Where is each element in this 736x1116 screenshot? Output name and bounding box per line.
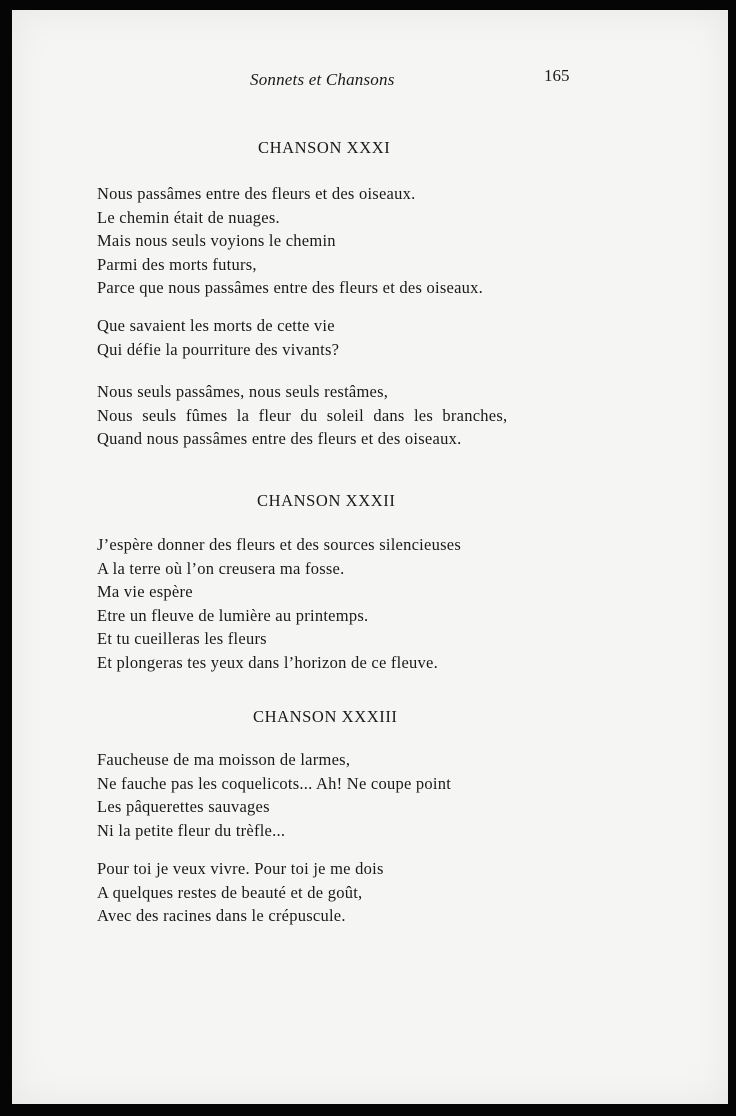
poem-title-xxxi: CHANSON XXXI: [258, 138, 391, 157]
verse-line: Que savaient les morts de cette vie: [97, 316, 335, 335]
poem-xxxii-stanza-1: [97, 533, 461, 675]
poem-title-xxxii: CHANSON XXXII: [257, 491, 396, 510]
verse-line: A quelques restes de beauté et de goût,: [97, 882, 363, 902]
verse-line: Nous passâmes entre des fleurs et des oiseaux.: [97, 184, 416, 203]
verse-line: Nous seuls fûmes la fleur du soleil dans les branches,: [97, 405, 508, 425]
verse-line: Quand nous passâmes entre des fleurs et des oiseaux.: [97, 429, 462, 449]
verse-line: Et plongeras tes yeux dans l’horizon de ce fleuve.: [97, 652, 439, 672]
poem-title-xxxiii: CHANSON XXXIII: [253, 707, 398, 726]
verse-line: J’espère donner des fleurs et des sources silencieuses: [97, 535, 462, 554]
verse-line: Le chemin était de nuages.: [97, 207, 280, 227]
book-page: [12, 10, 728, 1104]
verse-line: Nous seuls passâmes, nous seuls restâmes,: [97, 382, 389, 401]
verse-line: Etre un fleuve de lumière au printemps.: [97, 605, 369, 625]
poem-xxxi-stanza-3: [97, 380, 507, 451]
poem-xxxi-stanza-2: [97, 314, 339, 361]
running-title: Sonnets et Chansons: [250, 70, 395, 89]
verse-line: Faucheuse de ma moisson de larmes,: [97, 750, 351, 769]
verse-line: Avec des racines dans le crépuscule.: [97, 906, 346, 926]
poem-xxxiii-stanza-2: [97, 857, 384, 928]
verse-line: Et tu cueilleras les fleurs: [97, 629, 267, 649]
poem-xxxiii-stanza-1: [97, 748, 451, 842]
verse-line: Mais nous seuls voyions le chemin: [97, 231, 336, 251]
verse-line: Qui défie la pourriture des vivants?: [97, 339, 340, 359]
verse-line: Parce que nous passâmes entre des fleurs et des oiseaux.: [97, 278, 484, 298]
verse-line: Ne fauche pas les coquelicots... Ah! Ne coupe point: [97, 773, 452, 793]
verse-line: A la terre où l’on creusera ma fosse.: [97, 558, 345, 578]
verse-line: Les pâquerettes sauvages: [97, 797, 270, 817]
verse-line: Parmi des morts futurs,: [97, 254, 257, 274]
verse-line: Ma vie espère: [97, 582, 193, 602]
poem-xxxi-stanza-1: [97, 182, 483, 300]
verse-line: Pour toi je veux vivre. Pour toi je me dois: [97, 859, 384, 878]
verse-line: Ni la petite fleur du trèfle...: [97, 820, 286, 840]
page-number: 165: [544, 66, 570, 85]
